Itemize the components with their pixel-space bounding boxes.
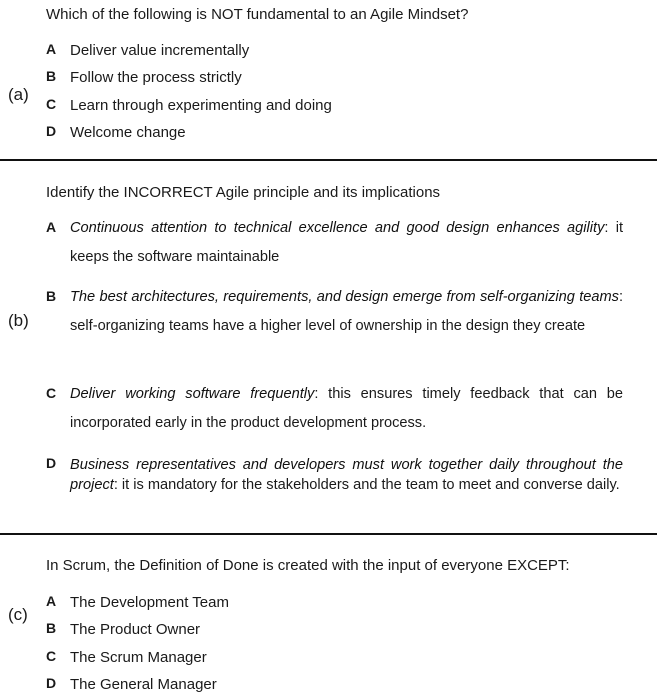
question-c-prompt: In Scrum, the Definition of Done is created with the input of everyone EXCEPT: (46, 557, 570, 574)
option-text (70, 455, 623, 495)
question-a-option-b[interactable] (46, 68, 623, 88)
option-letter: B (46, 288, 57, 304)
option-implication: : it keeps the software maintainable (70, 220, 623, 265)
divider (0, 159, 657, 161)
option-text (70, 283, 623, 341)
question-c-option-a[interactable] (46, 593, 623, 613)
question-b-option-c[interactable] (46, 380, 623, 438)
option-text: The Development Team (70, 594, 229, 611)
option-letter: B (46, 68, 57, 84)
option-text: The General Manager (70, 676, 217, 693)
option-implication: : self-organizing teams have a higher level of ownership in the design they create (70, 289, 623, 334)
option-letter: A (46, 219, 57, 235)
option-letter: D (46, 123, 57, 139)
option-principle: Deliver working software frequently (70, 386, 315, 402)
question-b-option-a[interactable] (46, 214, 623, 272)
option-letter: C (46, 96, 57, 112)
question-b-option-b[interactable] (46, 283, 623, 341)
question-a-option-d[interactable] (46, 123, 623, 143)
question-a-prompt: Which of the following is NOT fundamental to an Agile Mindset? (46, 6, 469, 23)
option-principle: The best architectures, requirements, and design emerge from self-organizing teams (70, 289, 619, 305)
option-letter: D (46, 675, 57, 691)
divider (0, 533, 657, 535)
question-b-prompt: Identify the INCORRECT Agile principle and its implications (46, 184, 441, 201)
question-b-option-d[interactable] (46, 455, 623, 495)
question-a-option-a[interactable] (46, 41, 623, 61)
question-c-option-c[interactable] (46, 648, 623, 668)
option-letter: C (46, 385, 57, 401)
option-text: The Product Owner (70, 621, 201, 638)
option-implication: : it is mandatory for the stakeholders and the team to meet and converse daily. (113, 477, 620, 493)
option-text: Learn through experimenting and doing (70, 97, 332, 114)
option-letter: C (46, 648, 57, 664)
option-letter: A (46, 41, 57, 57)
option-principle: Continuous attention to technical excellence and good design enhances agility (70, 220, 605, 236)
option-letter: B (46, 620, 57, 636)
option-text: Deliver value incrementally (70, 42, 250, 59)
question-c-option-b[interactable] (46, 620, 623, 640)
option-text: Welcome change (70, 124, 186, 141)
question-b-label: (b) (8, 311, 29, 330)
option-letter: D (46, 455, 57, 471)
option-text: Follow the process strictly (70, 69, 242, 86)
option-text: The Scrum Manager (70, 649, 207, 666)
question-a-label: (a) (8, 85, 29, 104)
option-principle: Business representatives and developers must work together daily throughout the project (70, 457, 623, 493)
question-c-option-d[interactable] (46, 675, 623, 695)
option-text (70, 214, 623, 272)
question-a-option-c[interactable] (46, 96, 623, 116)
option-text (70, 380, 623, 438)
option-letter: A (46, 593, 57, 609)
question-c-label: (c) (8, 605, 28, 624)
option-implication: : this ensures timely feedback that can be incorporated early in the product development process. (70, 386, 623, 431)
